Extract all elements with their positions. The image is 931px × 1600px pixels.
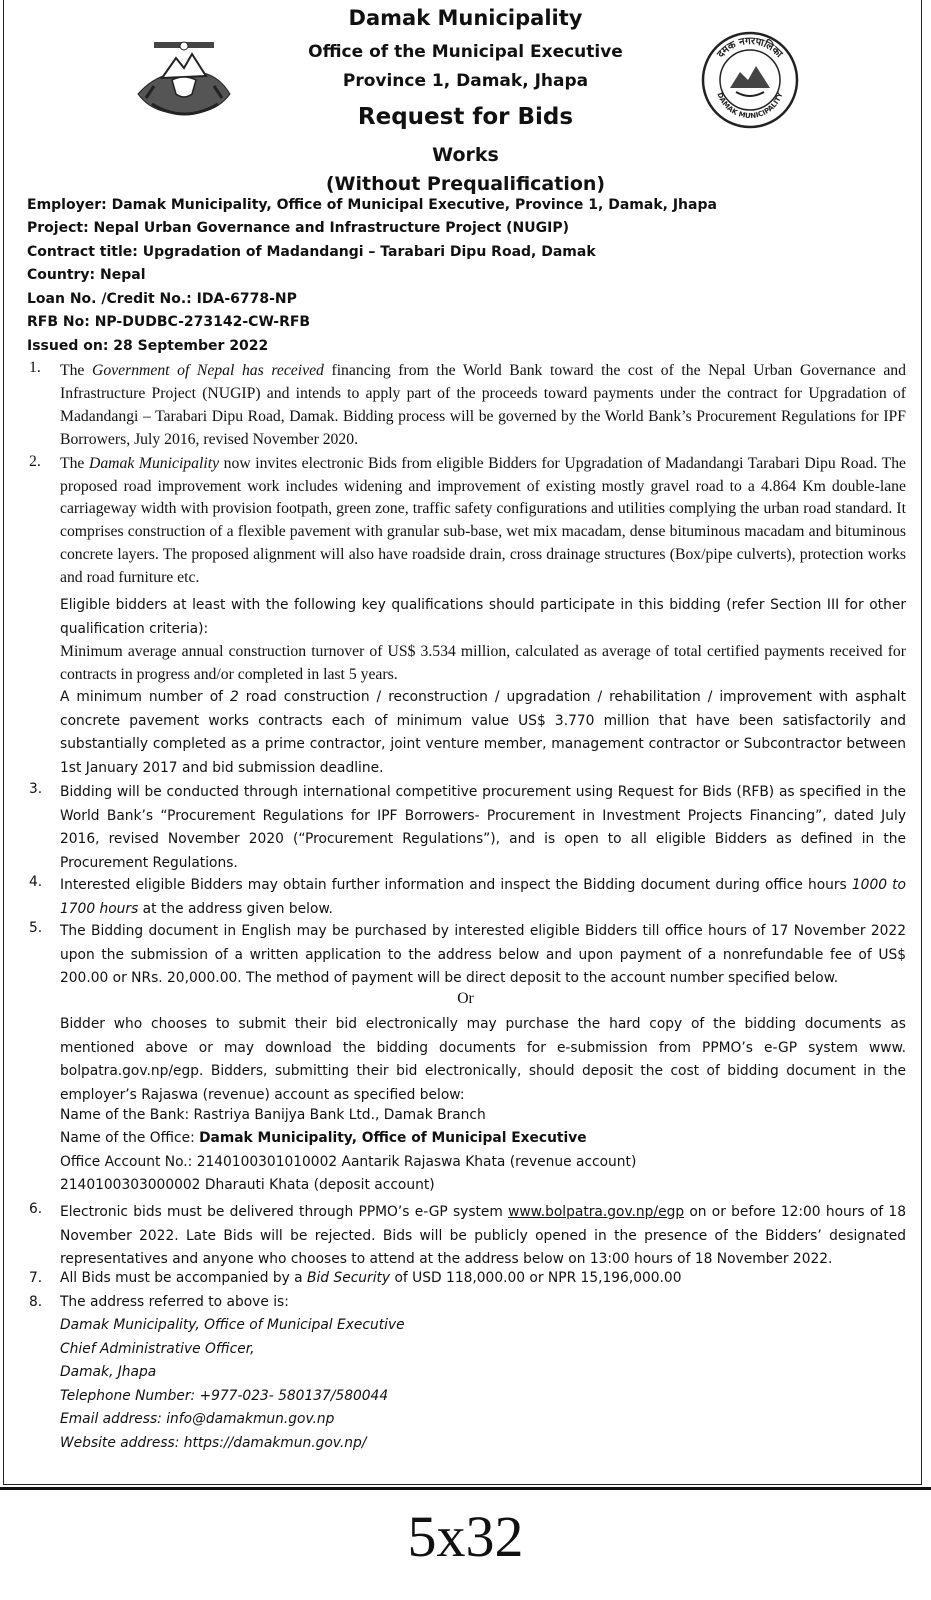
issued-line: Issued on: 28 September 2022 xyxy=(27,338,269,354)
address-line: Damak, Jhapa xyxy=(60,1364,157,1380)
seal-text-bottom: DAMAK MUNICIPALITY xyxy=(715,91,785,121)
address-line: Damak Municipality, Office of Municipal Executive xyxy=(60,1317,405,1333)
revenue-account: Office Account No.: 2140100301010002 Aantarik Rajaswa Khata (revenue account) xyxy=(60,1154,637,1170)
notice-subtype: (Without Prequalification) xyxy=(325,173,606,195)
bottom-rule xyxy=(0,1487,931,1490)
province-line: Province 1, Damak, Jhapa xyxy=(342,71,589,91)
notice-title: Request for Bids xyxy=(357,104,574,130)
office-name-line: Name of the Office: Damak Municipality, Office of Municipal Executive xyxy=(60,1130,587,1146)
telephone-line: Telephone Number: +977-023- 580137/580044 xyxy=(60,1388,389,1404)
paragraph-2: The Damak Municipality now invites electronic Bids from eligible Bidders for Upgradation of Madandangi Tarabari Dipu Road. The proposed road improvement work includes widening and improvement of existing mostly gravel road to a 4.864 Km double-lane carriageway width with provision footpath, green zone, traffic safety configurations and utilities complying the urban road standard. It comprises construction of a flexible pavement with granular sub-base, wet mix macadam, dense bituminous macadam and bituminous concrete layers. The proposed alignment will also have roadside drain, cross drainage structures (Box/pipe culverts), protection works and road furniture etc. xyxy=(60,455,907,586)
paragraph-7: All Bids must be accompanied by a Bid Security of USD 118,000.00 or NPR 15,196,000.00 xyxy=(60,1270,682,1286)
item-number-8: 8. xyxy=(29,1294,43,1310)
turnover-requirement: Minimum average annual construction turnover of US$ 3.534 million, calculated as average of total certified payments received for contracts in progress and/or completed in last 5 years. xyxy=(60,643,906,683)
eligibility-intro: Eligible bidders at least with the following key qualifications should participate in this bidding (refer Section III for other qualification criteria): xyxy=(60,597,906,637)
paragraph-3: Bidding will be conducted through international competitive procurement using Request for Bids (RFB) as specified in the World Bank’s “Procurement Regulations for IPF Borrowers- Procurement in Investment Projects Financing”, dated July 2016, revised November 2020 (“Procurement Regulations”), and is open to all eligible Bidders as defined in the Procurement Regulations. xyxy=(60,784,906,871)
paragraph-8: The address referred to above is: xyxy=(60,1294,289,1310)
project-line: Project: Nepal Urban Governance and Infrastructure Project (NUGIP) xyxy=(27,220,570,236)
item-number-6: 6. xyxy=(29,1201,43,1217)
egp-link[interactable]: www.bolpatra.gov.np/egp xyxy=(508,1204,685,1220)
paragraph-1: The Government of Nepal has received financing from the World Bank toward the cost of the Nepal Urban Governance and Infrastructure Project (NUGIP) and intends to apply part of the proceeds toward payments under the contract for Upgradation of Madandangi – Tarabari Dipu Road, Damak. Bidding process will be governed by the World Bank’s Procurement Regulations for IPF Borrowers, July 2016, revised November 2020. xyxy=(60,362,906,448)
notice-type: Works xyxy=(432,144,499,166)
or-separator: Or xyxy=(457,990,474,1007)
contract-title-line: Contract title: Upgradation of Madandangi – Tarabari Dipu Road, Damak xyxy=(27,244,596,260)
rfb-line: RFB No: NP-DUDBC-273142-CW-RFB xyxy=(27,314,311,330)
item-number-7: 7. xyxy=(29,1270,43,1286)
address-line: Chief Administrative Officer, xyxy=(60,1341,255,1357)
item-number-4: 4. xyxy=(29,874,43,890)
email-line: Email address: info@damakmun.gov.np xyxy=(60,1411,335,1427)
item-number-5: 5. xyxy=(29,920,43,936)
country-line: Country: Nepal xyxy=(27,267,146,283)
paragraph-6: Electronic bids must be delivered through PPMO’s e-GP system www.bolpatra.gov.np/egp on or before 12:00 hours of 18 November 2022. Late Bids will be rejected. Bids will be publicly opened in the presence of the Bidders’ designated representatives and anyone who chooses to attend at the address below on 13:00 hours of 18 November 2022. xyxy=(60,1204,906,1267)
loan-line: Loan No. /Credit No.: IDA-6778-NP xyxy=(27,291,297,307)
paragraph-4: Interested eligible Bidders may obtain further information and inspect the Bidding document during office hours 1000 to 1700 hours at the address given below. xyxy=(60,877,906,917)
employer-line: Employer: Damak Municipality, Office of Municipal Executive, Province 1, Damak, Jhapa xyxy=(27,197,717,213)
ad-size-code: 5x32 xyxy=(407,1504,524,1569)
office-name: Office of the Municipal Executive xyxy=(308,42,623,62)
item-number-2: 2. xyxy=(29,453,41,470)
paragraph-5: The Bidding document in English may be purchased by interested eligible Bidders till office hours of 17 November 2022 upon the submission of a written application to the address below and upon payment of a nonrefundable fee of US$ 200.00 or NRs. 20,000.00. The method of payment will be direct deposit to the account number specified below. xyxy=(60,923,906,986)
org-name: Damak Municipality xyxy=(348,6,583,30)
item-number-3: 3. xyxy=(29,781,43,797)
experience-requirement: A minimum number of 2 road construction / reconstruction / upgradation / rehabilitation / improvement with asphalt concrete pavement works contracts each of minimum value US$ 3.770 million that have been satisfactorily and substantially completed as a prime contractor, joint venture member, management contractor or Subcontractor between 1st January 2017 and bid submission deadline. xyxy=(60,689,906,776)
item-number-1: 1. xyxy=(29,359,41,376)
website-line: Website address: https://damakmun.gov.np/ xyxy=(60,1435,367,1451)
bank-name: Name of the Bank: Rastriya Banijya Bank Ltd., Damak Branch xyxy=(60,1107,486,1123)
seal-text-top: दमक नगरपालिका xyxy=(715,35,785,60)
electronic-purchase-paragraph: Bidder who chooses to submit their bid electronically may purchase the hard copy of the bidding documents as mentioned above or may download the bidding documents for e-submission from PPMO’s e-GP system www. bolpatra.gov.np/egp. Bidders, submitting their bid electronically, should deposit the cost of bidding document in the employer’s Rajaswa (revenue) account as specified below: xyxy=(60,1016,906,1103)
deposit-account: 2140100303000002 Dharauti Khata (deposit account) xyxy=(60,1177,435,1193)
